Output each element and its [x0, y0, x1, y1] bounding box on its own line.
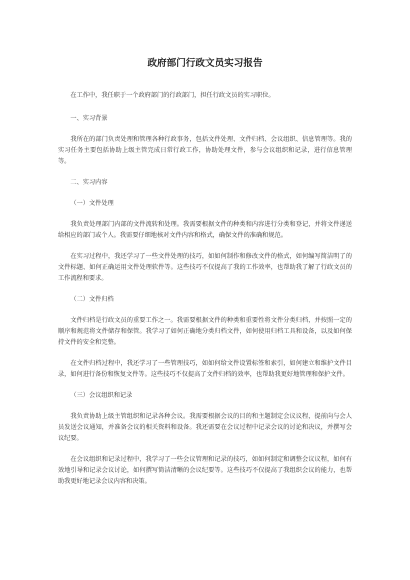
section-heading-background: 一、实习背景 — [70, 115, 108, 122]
file-archiving-paragraph-1: 文件归档是行政文员的重要工作之一。我需要根据文件的种类和重要性将文件分类归档，并按照一定的顺序和规范将文件储存和保管。我学习了如何正确地分类归档文件，如何使用归档工具和设备，以及如何保持文件的安全和完整。 — [58, 317, 352, 346]
section-heading-content: 二、实习内容 — [70, 179, 108, 186]
meetings-paragraph-1: 我负责协助上级主管组织和记录各种会议。我需要根据会议的目的和主题制定会议议程，提前向与会人员发送会议通知，并准备会议的相关资料和设备。我还需要在会议过程中记录会议的讨论和决议，并撰写会议纪要。 — [58, 413, 352, 442]
meetings-paragraph-2: 在会议组织和记录过程中，我学习了一些会议管理和记录的技巧，如如何制定和调整会议议程，如何有效地引导和记录会议讨论，如何撰写简洁清晰的会议纪要等。这些技巧不仅提高了我组织会议的能力，也帮助我更好地记录会议内容和决策。 — [58, 456, 352, 485]
intro-paragraph: 在工作中，我任职于一个政府部门的行政部门，担任行政文员的实习职位。 — [70, 92, 275, 99]
file-archiving-paragraph-2: 在文件归档过程中，我还学习了一些管理技巧，如如何给文件设置标签和索引，如何建立和维护文件目录，如何进行备份和恢复文件等。这些技巧不仅提高了文件归档的效率，也帮助我更好地管理和保护文件。 — [58, 360, 352, 378]
file-processing-paragraph-2: 在实习过程中，我还学习了一些文件处理的技巧，如如何制作和修改文件的格式，如何编写简洁明了的文件标题、如何正确运用文件处理软件等。这些技巧不仅提高了我的工作效率，也帮助我了解了行政文员的工作流程和要求。 — [58, 253, 352, 282]
document-title: 政府部门行政文员实习报告 — [147, 58, 263, 69]
file-processing-paragraph-1: 我负责处理部门内部的文件流转和处理。我需要根据文件的种类和内容进行分类和登记，并将文件递送给相应的部门或个人。我需要仔细地核对文件内容和格式，确保文件的准确和规范。 — [58, 221, 352, 239]
subsection-heading-file-processing: （一）文件处理 — [70, 200, 114, 207]
background-paragraph: 我所在的部门负责处理和管理各种行政事务，包括文件处理、文件归档、会议组织、信息管理等。我的实习任务主要包括协助上级主管完成日常行政工作，协助处理文件，参与会议组织和记录，进行信息管理等。 — [58, 136, 352, 165]
subsection-heading-file-archiving: （二）文件归档 — [70, 296, 114, 303]
subsection-heading-meetings: （三）会议组织和记录 — [70, 392, 133, 399]
